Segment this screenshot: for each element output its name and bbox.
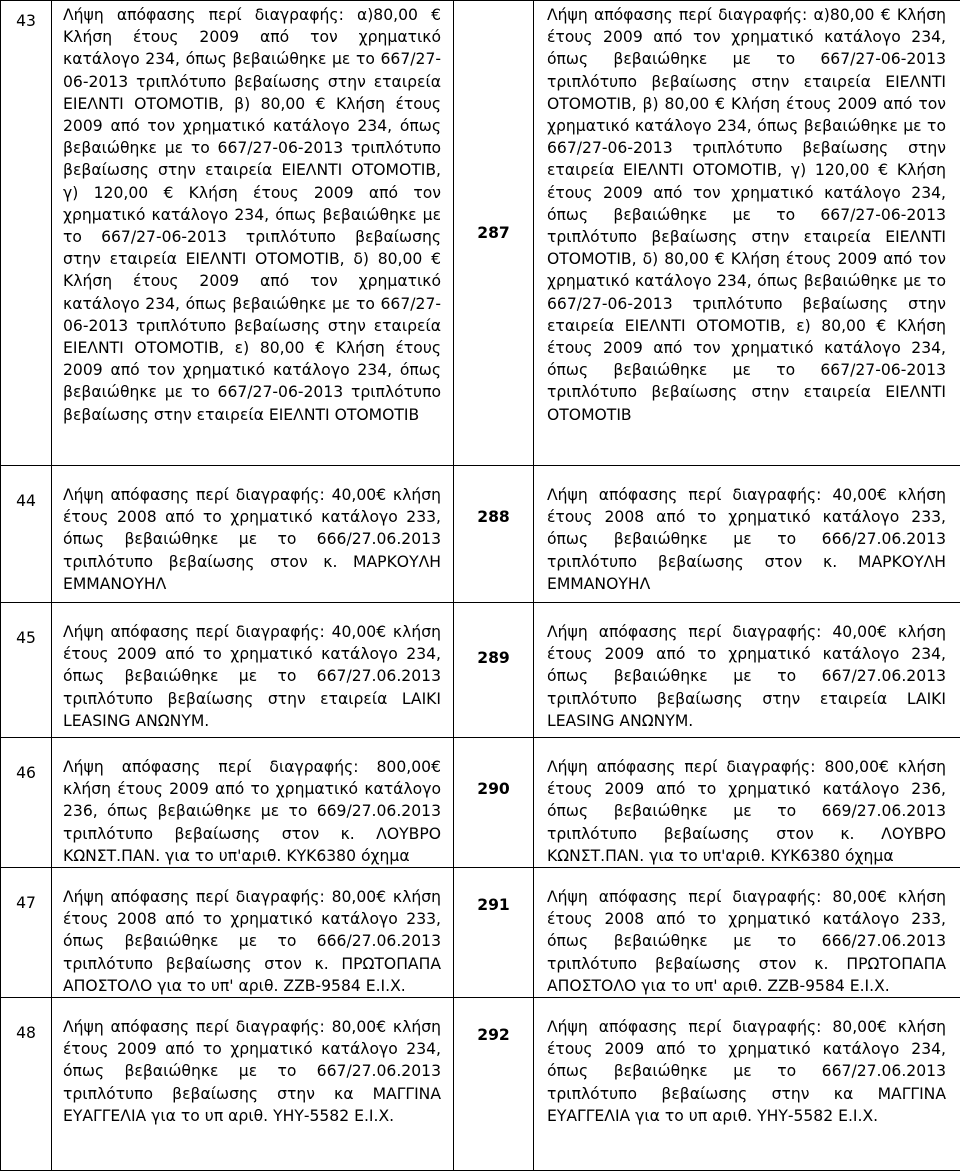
- table-row: [1, 738, 960, 868]
- item-number: 47: [1, 868, 52, 998]
- decision-number: 292: [454, 998, 534, 1171]
- decision-description: Λήψη απόφασης περί διαγραφής: 40,00€ κλήση έτους 2008 από το χρηματικό κατάλογο 233, όπως βεβαιώθηκε με το 666/27.06.2013 τριπλότυπο βεβαίωσης στον κ. ΜΑΡΚΟΥΛΗ ΕΜΜΑΝΟΥΗΛ: [534, 466, 960, 603]
- decision-number: 287: [454, 1, 534, 466]
- item-description: Λήψη απόφασης περί διαγραφής: α)80,00 € Κλήση έτους 2009 από τον χρηματικό κατάλογο 234, όπως βεβαιώθηκε με το 667/27-06-2013 τριπλότυπο βεβαίωσης στην εταιρεία ΕΙΕΛΝΤΙ ΟΤΟΜΟΤΙΒ, β) 80,00 € Κλήση έτους 2009 από τον χρηματικό κατάλογο 234, όπως βεβαιώθηκε με το 667/27-06-2013 τριπλότυπο βεβαίωσης στην εταιρεία ΕΙΕΛΝΤΙ ΟΤΟΜΟΤΙΒ, γ) 120,00 € Κλήση έτους 2009 από τον χρηματικό κατάλογο 234, όπως βεβαιώθηκε με το 667/27-06-2013 τριπλότυπο βεβαίωσης στην εταιρεία ΕΙΕΛΝΤΙ ΟΤΟΜΟΤΙΒ, δ) 80,00 € Κλήση έτους 2009 από τον χρηματικό κατάλογο 234, όπως βεβαιώθηκε με το 667/27-06-2013 τριπλότυπο βεβαίωσης στην εταιρεία ΕΙΕΛΝΤΙ ΟΤΟΜΟΤΙΒ, ε) 80,00 € Κλήση έτους 2009 από τον χρηματικό κατάλογο 234, όπως βεβαιώθηκε με το 667/27-06-2013 τριπλότυπο βεβαίωσης στην εταιρεία ΕΙΕΛΝΤΙ ΟΤΟΜΟΤΙΒ: [52, 1, 454, 466]
- table-row: [1, 998, 960, 1171]
- decision-number: 291: [454, 868, 534, 998]
- item-number: 44: [1, 466, 52, 603]
- item-description: Λήψη απόφασης περί διαγραφής: 40,00€ κλήση έτους 2008 από το χρηματικό κατάλογο 233, όπως βεβαιώθηκε με το 666/27.06.2013 τριπλότυπο βεβαίωσης στον κ. ΜΑΡΚΟΥΛΗ ΕΜΜΑΝΟΥΗΛ: [52, 466, 454, 603]
- table-row: [1, 466, 960, 603]
- item-number: 48: [1, 998, 52, 1171]
- item-number: 45: [1, 603, 52, 738]
- item-number: 43: [1, 1, 52, 466]
- item-description: Λήψη απόφασης περί διαγραφής: 80,00€ κλήση έτους 2009 από το χρηματικό κατάλογο 234, όπως βεβαιώθηκε με το 667/27.06.2013 τριπλότυπο βεβαίωσης στην κα ΜΑΓΓΙΝΑ ΕΥΑΓΓΕΛΙΑ για το υπ αριθ. ΥΗΥ-5582 Ε.Ι.Χ.: [52, 998, 454, 1171]
- item-description: Λήψη απόφασης περί διαγραφής: 80,00€ κλήση έτους 2008 από το χρηματικό κατάλογο 233, όπως βεβαιώθηκε με το 666/27.06.2013 τριπλότυπο βεβαίωσης στον κ. ΠΡΩΤΟΠΑΠΑ ΑΠΟΣΤΟΛΟ για το υπ' αριθ. ΖΖΒ-9584 Ε.Ι.Χ.: [52, 868, 454, 998]
- decision-number: 288: [454, 466, 534, 603]
- decision-description: Λήψη απόφασης περί διαγραφής: 40,00€ κλήση έτους 2009 από το χρηματικό κατάλογο 234, όπως βεβαιώθηκε με το 667/27.06.2013 τριπλότυπο βεβαίωσης στην εταιρεία LAIKI LEASING ΑΝΩΝΥΜ.: [534, 603, 960, 738]
- table-row: [1, 1, 960, 466]
- decision-number: 290: [454, 738, 534, 868]
- decision-description: Λήψη απόφασης περί διαγραφής: 800,00€ κλήση έτους 2009 από το χρηματικό κατάλογο 236, όπως βεβαιώθηκε με το 669/27.06.2013 τριπλότυπο βεβαίωσης στον κ. ΛΟΥΒΡΟ ΚΩΝΣΤ.ΠΑΝ. για το υπ'αριθ. ΚΥΚ6380 όχημα: [534, 738, 960, 868]
- item-description: Λήψη απόφασης περί διαγραφής: 40,00€ κλήση έτους 2009 από το χρηματικό κατάλογο 234, όπως βεβαιώθηκε με το 667/27.06.2013 τριπλότυπο βεβαίωσης στην εταιρεία LAIKI LEASING ΑΝΩΝΥΜ.: [52, 603, 454, 738]
- item-description: Λήψη απόφασης περί διαγραφής: 800,00€ κλήση έτους 2009 από το χρηματικό κατάλογο 236, όπως βεβαιώθηκε με το 669/27.06.2013 τριπλότυπο βεβαίωσης στον κ. ΛΟΥΒΡΟ ΚΩΝΣΤ.ΠΑΝ. για το υπ'αριθ. ΚΥΚ6380 όχημα: [52, 738, 454, 868]
- decision-description: Λήψη απόφασης περί διαγραφής: 80,00€ κλήση έτους 2009 από το χρηματικό κατάλογο 234, όπως βεβαιώθηκε με το 667/27.06.2013 τριπλότυπο βεβαίωσης στην κα ΜΑΓΓΙΝΑ ΕΥΑΓΓΕΛΙΑ για το υπ αριθ. ΥΗΥ-5582 Ε.Ι.Χ.: [534, 998, 960, 1171]
- item-number: 46: [1, 738, 52, 868]
- decision-description: Λήψη απόφασης περί διαγραφής: 80,00€ κλήση έτους 2008 από το χρηματικό κατάλογο 233, όπως βεβαιώθηκε με το 666/27.06.2013 τριπλότυπο βεβαίωσης στον κ. ΠΡΩΤΟΠΑΠΑ ΑΠΟΣΤΟΛΟ για το υπ' αριθ. ΖΖΒ-9584 Ε.Ι.Χ.: [534, 868, 960, 998]
- table-row: [1, 868, 960, 998]
- table-row: [1, 603, 960, 738]
- decision-number: 289: [454, 603, 534, 738]
- decision-description: Λήψη απόφασης περί διαγραφής: α)80,00 € Κλήση έτους 2009 από τον χρηματικό κατάλογο 234, όπως βεβαιώθηκε με το 667/27-06-2013 τριπλότυπο βεβαίωσης στην εταιρεία ΕΙΕΛΝΤΙ ΟΤΟΜΟΤΙΒ, β) 80,00 € Κλήση έτους 2009 από τον χρηματικό κατάλογο 234, όπως βεβαιώθηκε με το 667/27-06-2013 τριπλότυπο βεβαίωσης στην εταιρεία ΕΙΕΛΝΤΙ ΟΤΟΜΟΤΙΒ, γ) 120,00 € Κλήση έτους 2009 από τον χρηματικό κατάλογο 234, όπως βεβαιώθηκε με το 667/27-06-2013 τριπλότυπο βεβαίωσης στην εταιρεία ΕΙΕΛΝΤΙ ΟΤΟΜΟΤΙΒ, δ) 80,00 € Κλήση έτους 2009 από τον χρηματικό κατάλογο 234, όπως βεβαιώθηκε με το 667/27-06-2013 τριπλότυπο βεβαίωσης στην εταιρεία ΕΙΕΛΝΤΙ ΟΤΟΜΟΤΙΒ, ε) 80,00 € Κλήση έτους 2009 από τον χρηματικό κατάλογο 234, όπως βεβαιώθηκε με το 667/27-06-2013 τριπλότυπο βεβαίωσης στην εταιρεία ΕΙΕΛΝΤΙ ΟΤΟΜΟΤΙΒ: [534, 1, 960, 466]
